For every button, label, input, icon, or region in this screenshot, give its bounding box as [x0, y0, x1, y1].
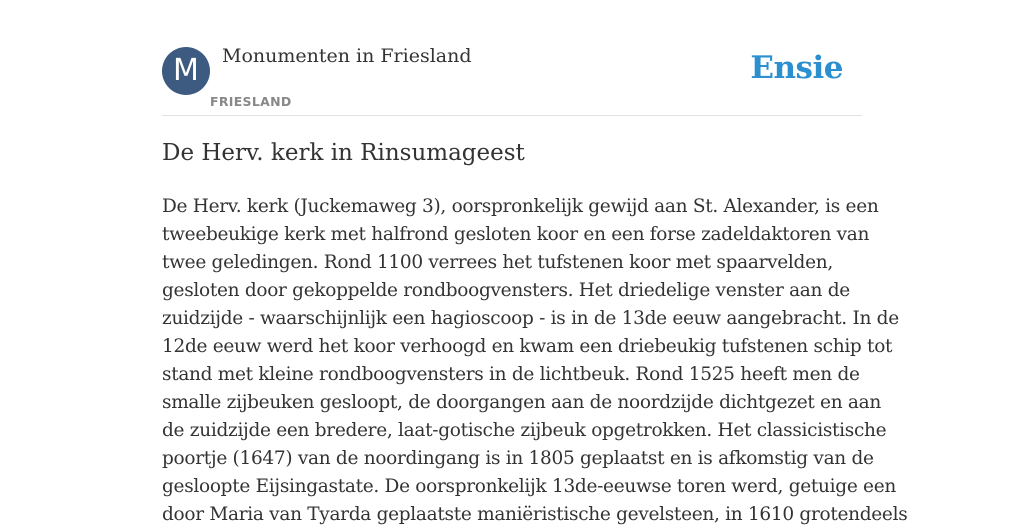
article-line: poortje (1647) van de noordingang is in 1805 geplaatst en is afkomstig van de [162, 448, 874, 469]
category-link[interactable]: FRIESLAND [210, 94, 292, 109]
article-line: smalle zijbeuken gesloopt, de doorgangen aan de noordzijde dichtgezet en aan [162, 392, 881, 413]
article-line: De Herv. kerk (Juckemaweg 3), oorspronkelijk gewijd aan St. Alexander, is een [162, 196, 879, 217]
article-line: gesloten door gekoppelde rondboogvensters. Het driedelige venster aan de [162, 280, 850, 301]
brand-logo[interactable]: Ensie [750, 50, 843, 86]
book-title-link[interactable]: Monumenten in Friesland [222, 45, 472, 67]
article-title: De Herv. kerk in Rinsumageest [162, 140, 525, 166]
avatar[interactable]: M [162, 47, 210, 95]
article-line: twee geledingen. Rond 1100 verrees het tufstenen koor met spaarvelden, [162, 252, 833, 273]
article-line: de zuidzijde een bredere, laat-gotische zijbeuk opgetrokken. Het classicistische [162, 420, 887, 441]
article-line: stand met kleine rondboogvensters in de lichtbeuk. Rond 1525 heeft men de [162, 364, 860, 385]
article-line: zuidzijde - waarschijnlijk een hagioscoop - is in de 13de eeuw aangebracht. In de [162, 308, 899, 329]
article-line: tweebeukige kerk met halfrond gesloten koor en een forse zadeldaktoren van [162, 224, 870, 245]
header-divider [162, 115, 862, 116]
article-body [162, 193, 908, 529]
article-line: 12de eeuw werd het koor verhoogd en kwam een driebeukig tufstenen schip tot [162, 336, 893, 357]
article-line: door Maria van Tyarda geplaatste maniëristische gevelsteen, in 1610 grotendeels [162, 504, 908, 525]
article-line: gesloopte Eijsingastate. De oorspronkelijk 13de-eeuwse toren werd, getuige een [162, 476, 896, 497]
